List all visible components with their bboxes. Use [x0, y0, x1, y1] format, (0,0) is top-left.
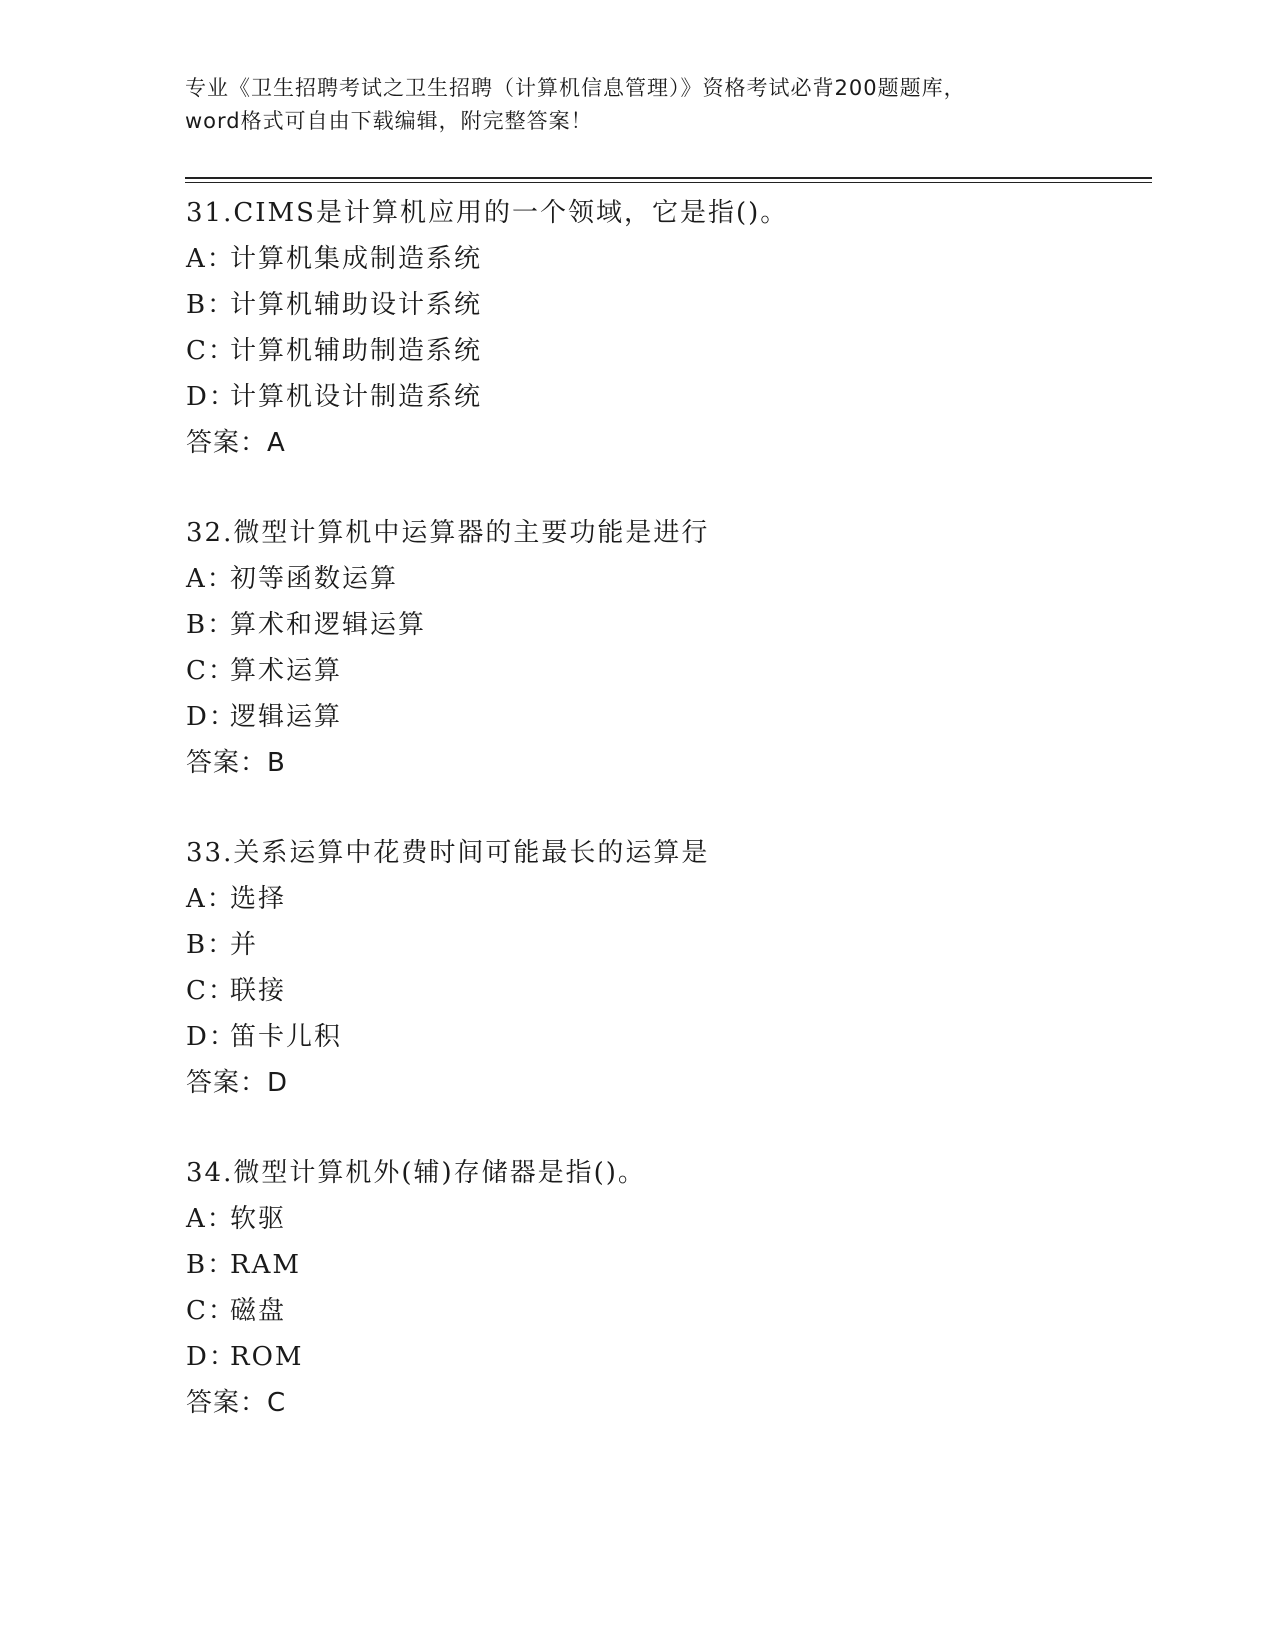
option-text: 计算机设计制造系统	[230, 382, 483, 412]
question-stem: 34.微型计算机外(辅)存储器是指()。	[186, 1158, 646, 1188]
question-stem: 32.微型计算机中运算器的主要功能是进行	[186, 518, 710, 548]
header-divider-bottom	[185, 182, 1152, 183]
option-d	[186, 694, 1146, 740]
option-key: D：	[186, 1022, 237, 1052]
option-key: A：	[186, 1204, 235, 1234]
option-key: A：	[186, 564, 235, 594]
option-text: 选择	[230, 884, 287, 914]
option-text: 初等函数运算	[230, 564, 399, 594]
option-text: 并	[230, 930, 259, 960]
question-32	[186, 510, 1146, 830]
option-b	[186, 602, 1146, 648]
question-stem: 31.CIMS是计算机应用的一个领域，它是指()。	[186, 198, 789, 228]
option-c	[186, 648, 1146, 694]
answer-line: 答案：B	[186, 748, 286, 778]
option-a	[186, 1196, 1146, 1242]
question-stem: 33.关系运算中花费时间可能最长的运算是	[186, 838, 710, 868]
option-key: B：	[186, 930, 236, 960]
option-text: 计算机集成制造系统	[230, 244, 483, 274]
option-key: B：	[186, 290, 236, 320]
answer-line: 答案：A	[186, 428, 286, 458]
question-list	[186, 190, 1146, 1470]
option-key: B：	[186, 1250, 236, 1280]
option-key: A：	[186, 884, 235, 914]
header-divider-top	[185, 177, 1152, 179]
option-text: 磁盘	[230, 1296, 287, 1326]
option-text: 笛卡儿积	[230, 1022, 343, 1052]
question-31	[186, 190, 1146, 510]
option-text: 计算机辅助设计系统	[230, 290, 483, 320]
option-text: 计算机辅助制造系统	[230, 336, 483, 366]
option-key: C：	[186, 656, 236, 686]
option-text: 软驱	[230, 1204, 287, 1234]
answer-line: 答案：D	[186, 1068, 289, 1098]
option-key: D：	[186, 1342, 237, 1372]
option-a	[186, 876, 1146, 922]
option-text: RAM	[230, 1250, 301, 1280]
option-d	[186, 1014, 1146, 1060]
option-d	[186, 374, 1146, 420]
option-key: D：	[186, 702, 237, 732]
question-34	[186, 1150, 1146, 1470]
option-a	[186, 556, 1146, 602]
option-b	[186, 1242, 1146, 1288]
option-b	[186, 282, 1146, 328]
option-text: 逻辑运算	[230, 702, 343, 732]
option-c	[186, 328, 1146, 374]
option-key: B：	[186, 610, 236, 640]
option-text: 联接	[230, 976, 287, 1006]
option-key: D：	[186, 382, 237, 412]
option-text: ROM	[230, 1342, 304, 1372]
option-text: 算术运算	[230, 656, 343, 686]
option-c	[186, 968, 1146, 1014]
option-key: C：	[186, 976, 236, 1006]
option-c	[186, 1288, 1146, 1334]
option-d	[186, 1334, 1146, 1380]
option-key: A：	[186, 244, 235, 274]
option-text: 算术和逻辑运算	[230, 610, 427, 640]
answer-line: 答案：C	[186, 1388, 287, 1418]
option-key: C：	[186, 1296, 236, 1326]
header-line-2: word格式可自由下载编辑，附完整答案！	[185, 109, 593, 133]
document-header	[185, 72, 1085, 138]
header-line-1: 专业《卫生招聘考试之卫生招聘（计算机信息管理）》资格考试必背200题题库，	[185, 76, 966, 100]
question-33	[186, 830, 1146, 1150]
option-key: C：	[186, 336, 236, 366]
option-a	[186, 236, 1146, 282]
option-b	[186, 922, 1146, 968]
